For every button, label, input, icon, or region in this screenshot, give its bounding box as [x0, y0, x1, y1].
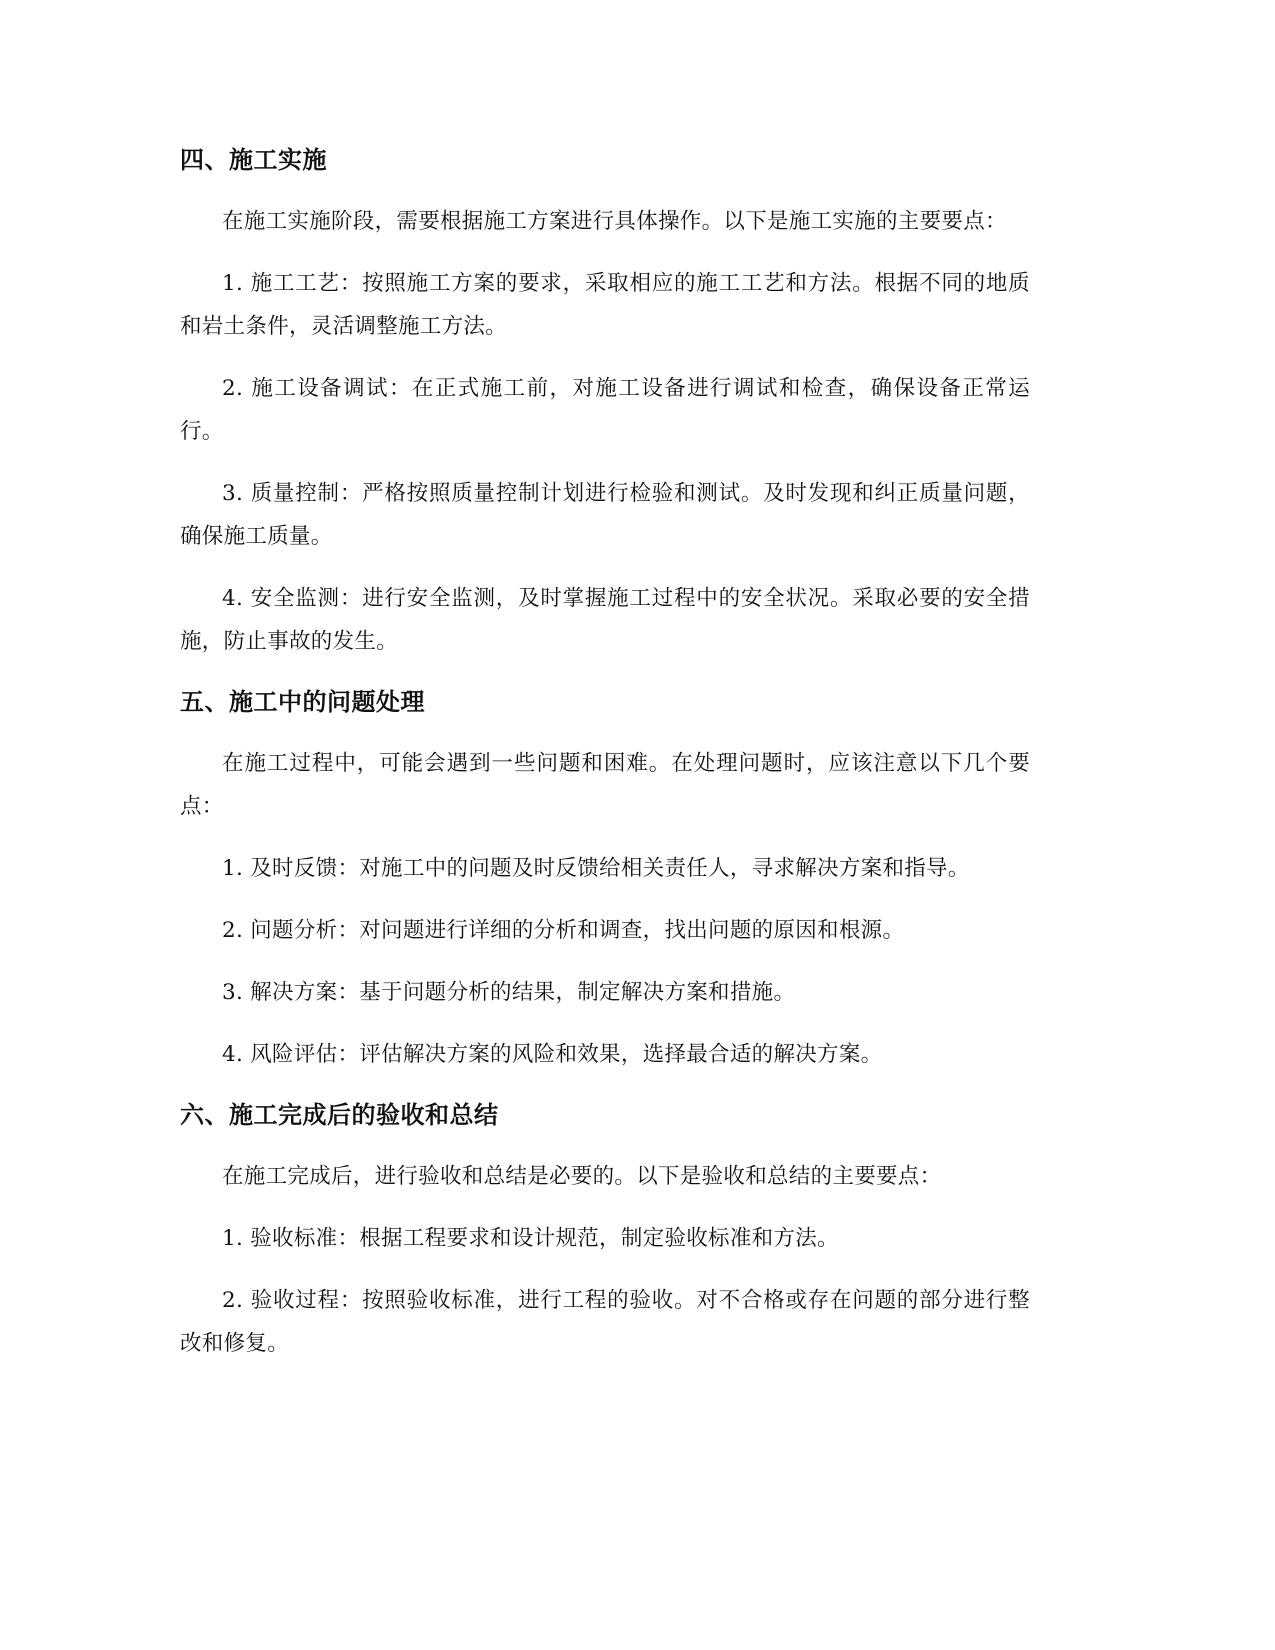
section-intro: 在施工完成后，进行验收和总结是必要的。以下是验收和总结的主要要点： — [222, 1164, 942, 1189]
list-item: 1. 验收标准：根据工程要求和设计规范，制定验收标准和方法。 — [222, 1226, 839, 1251]
section-construction-implementation — [180, 140, 1030, 663]
list-item: 3. 质量控制：严格按照质量控制计划进行检验和测试。及时发现和纠正质量问题，确保施工质量。 — [180, 481, 1030, 549]
list-item: 3. 解决方案：基于问题分析的结果，制定解决方案和措施。 — [222, 980, 796, 1005]
section-intro: 在施工实施阶段，需要根据施工方案进行具体操作。以下是施工实施的主要要点： — [222, 209, 1007, 234]
section-problem-handling — [180, 682, 1030, 1076]
list-item: 2. 问题分析：对问题进行详细的分析和调查，找出问题的原因和根源。 — [222, 918, 905, 943]
section-intro: 在施工过程中，可能会遇到一些问题和困难。在处理问题时，应该注意以下几个要点： — [180, 751, 1030, 819]
list-item: 2. 施工设备调试：在正式施工前，对施工设备进行调试和检查，确保设备正常运行。 — [180, 376, 1030, 444]
document-page — [180, 140, 1030, 1384]
list-item: 2. 验收过程：按照验收标准，进行工程的验收。对不合格或存在问题的部分进行整改和修复。 — [180, 1288, 1030, 1356]
section-heading: 五、施工中的问题处理 — [180, 688, 425, 716]
section-heading: 六、施工完成后的验收和总结 — [180, 1101, 499, 1129]
list-item: 4. 风险评估：评估解决方案的风险和效果，选择最合适的解决方案。 — [222, 1042, 883, 1067]
list-item: 1. 及时反馈：对施工中的问题及时反馈给相关责任人，寻求解决方案和指导。 — [222, 856, 970, 881]
list-item: 1. 施工工艺：按照施工方案的要求，采取相应的施工工艺和方法。根据不同的地质和岩土条件，灵活调整施工方法。 — [180, 271, 1030, 339]
section-acceptance-summary — [180, 1095, 1030, 1365]
list-item: 4. 安全监测：进行安全监测，及时掌握施工过程中的安全状况。采取必要的安全措施，防止事故的发生。 — [180, 586, 1030, 654]
section-heading: 四、施工实施 — [180, 146, 327, 174]
